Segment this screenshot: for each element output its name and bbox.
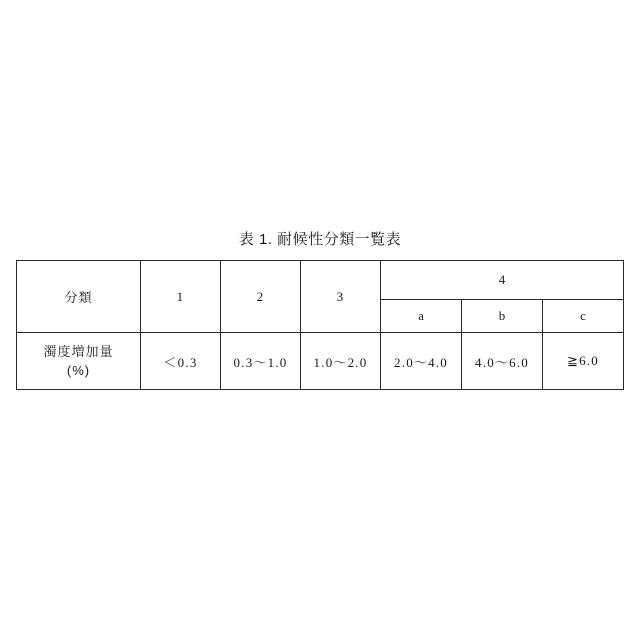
weather-resistance-table xyxy=(16,260,624,390)
column-header-1: 1 xyxy=(141,261,221,333)
row-header-classification: 分類 xyxy=(17,261,141,333)
table-row xyxy=(17,333,624,390)
table-row xyxy=(17,261,624,300)
column-header-3: 3 xyxy=(301,261,381,333)
value-class-4c: ≧6.0 xyxy=(543,333,624,390)
row-label-turbidity-increase xyxy=(17,333,141,390)
value-class-1: ＜0.3 xyxy=(141,333,221,390)
value-class-4a: 2.0〜4.0 xyxy=(381,333,462,390)
subcolumn-header-b: b xyxy=(462,300,543,333)
value-class-2: 0.3〜1.0 xyxy=(221,333,301,390)
column-header-2: 2 xyxy=(221,261,301,333)
table-container xyxy=(16,260,624,390)
value-class-3: 1.0〜2.0 xyxy=(301,333,381,390)
subcolumn-header-a: a xyxy=(381,300,462,333)
turbidity-label-unit: (%) xyxy=(66,363,91,378)
turbidity-label-text: 濁度増加量 xyxy=(43,343,114,359)
value-class-4b: 4.0〜6.0 xyxy=(462,333,543,390)
column-group-header-4: 4 xyxy=(381,261,624,300)
subcolumn-header-c: c xyxy=(543,300,624,333)
table-caption: 表 1. 耐候性分類一覧表 xyxy=(238,231,402,248)
